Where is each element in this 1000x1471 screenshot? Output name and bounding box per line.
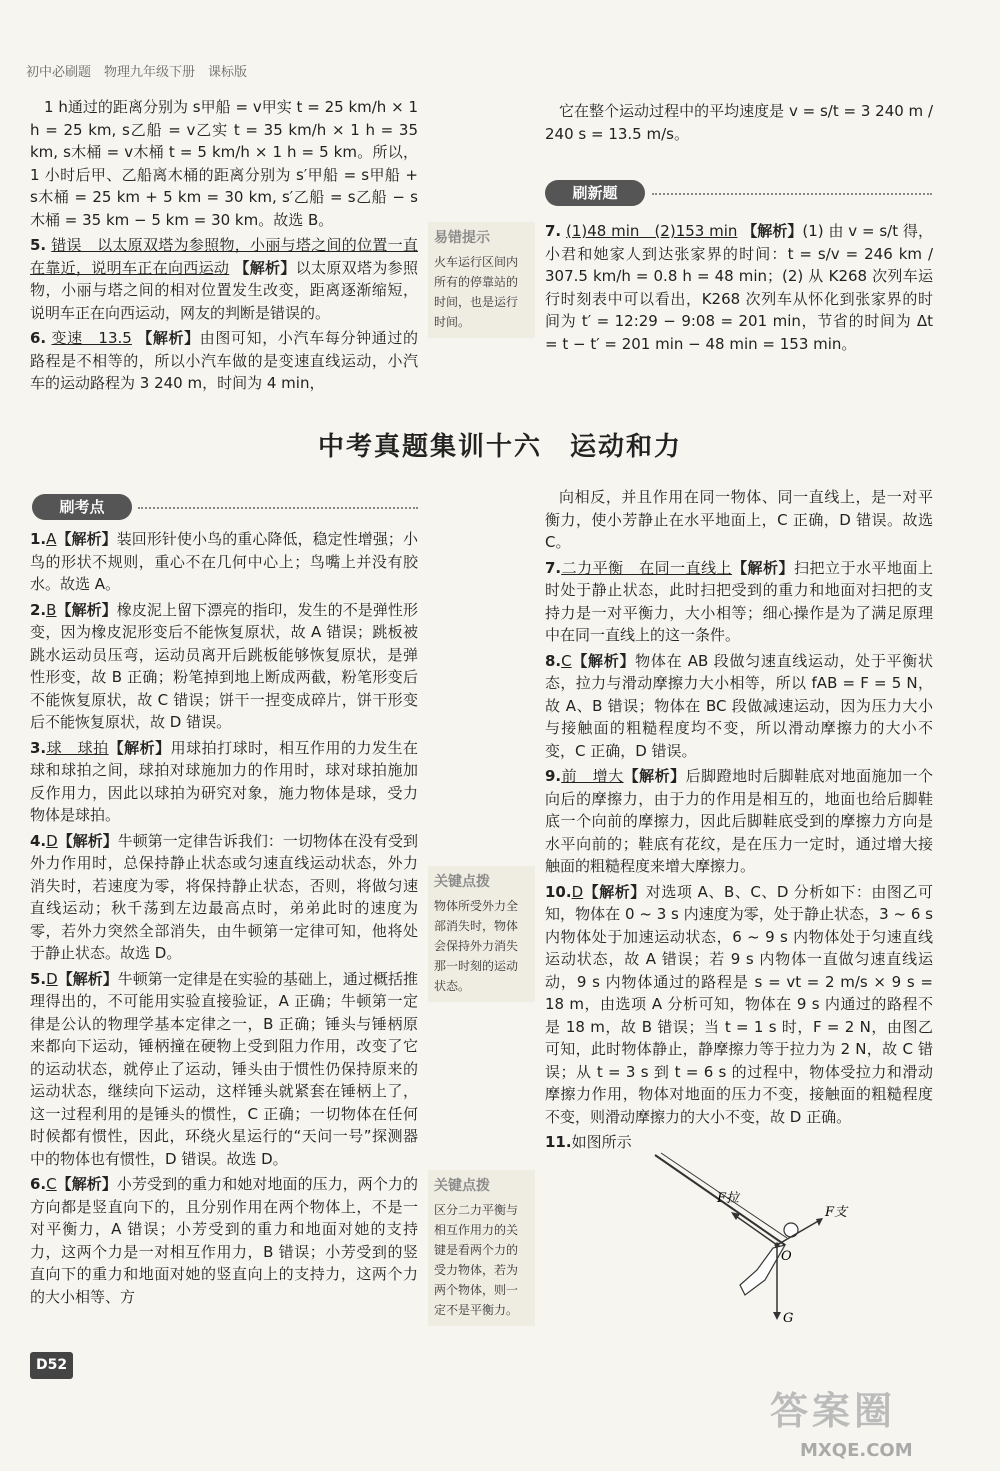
answer-item — [545, 220, 933, 355]
answer-item — [545, 765, 933, 878]
section-title: 中考真题集训十六 运动和力 — [317, 432, 682, 462]
analysis-tag: 【解析】 — [571, 651, 636, 670]
force-diagram — [645, 1150, 865, 1330]
answer-text: D — [571, 882, 584, 901]
analysis-tag: 【解析】 — [57, 831, 118, 850]
label-f-la: F拉 — [717, 1191, 740, 1206]
key-point-text: 物体所受外力全部消失时，物体会保持外力消失那一时刻的运动状态。 — [434, 899, 519, 993]
answer-item — [30, 599, 418, 734]
analysis-text: (1) 由 v = s/t 得，小君和她家人到达张家界的时间：t = s/v = 246 km / 307.5 km/h = 0.8 h = 48 min；(2) 从 K268 次列车运行时刻表中可以看出，K268 次列车从怀化到张家界的时间为 t′ = 12:29 − 9:08 = 201 min，节省的时间为 Δt = t − t′ = 201 min − 48 min = 153 min。 — [545, 222, 933, 353]
analysis-tag: 【解析】 — [234, 258, 296, 277]
page-number: D52 — [30, 1352, 73, 1379]
analysis-tag: 【解析】 — [56, 530, 117, 548]
label-g: G — [783, 1311, 794, 1326]
analysis-tag: 【解析】 — [56, 600, 117, 619]
answer-text: D — [46, 969, 58, 988]
question-number: 8. — [545, 651, 562, 670]
question-number: 6. — [30, 1175, 47, 1193]
tip-text: 火车运行区间内所有的停靠站的时间，也是运行时间。 — [434, 255, 519, 329]
analysis-tag: 【解析】 — [57, 969, 118, 988]
lower-left-column — [30, 528, 418, 1311]
answer-item — [545, 881, 933, 1129]
arrow-f-la — [733, 1214, 777, 1245]
key-point-sidebar — [428, 866, 535, 1002]
analysis-tag: 【解析】 — [583, 882, 646, 901]
question-number: 1. — [30, 530, 47, 548]
answer-text: B — [46, 600, 57, 619]
question-number: 5. — [30, 236, 47, 254]
figure-body — [740, 1245, 785, 1295]
question-number: 7. — [545, 558, 562, 577]
analysis-text: 牛顿第一定律是在实验的基础上，通过概括推理得出的，不可能用实验直接验证，A 正确；牛顿第一定律是公认的物理学基本定律之一，B 正确；锤头与锤柄原来都向下运动，锤柄撞在硬物上受到阻力作用，改变了它的运动状态，就停止了运动，锤头由于惯性仍保持原来的运动状态，继续向下运动，这样锤头就紧套在锤柄上了，这一过程利用的是锤头的惯性，C 正确；一切物体在任何时候都有惯性，因此，环绕火星运行的“天问一号”探测器中的物体也有惯性，D 错误。故选 D。 — [30, 969, 418, 1168]
question-number: 3. — [30, 738, 47, 757]
analysis-text: 牛顿第一定律告诉我们：一切物体在没有受到外力作用时，总保持静止状态或匀速直线运动状态，外力消失时，若速度为零，将保持静止状态，否则，将做匀速直线运动；秋千荡到左边最高点时，弟弟此时的速度为零，若外力突然全部消失，由牛顿第一定律可知，他将处于静止状态。故选 D。 — [30, 831, 418, 962]
analysis-text: 装回形针使小鸟的重心降低，稳定性增强；小鸟的形状不规则，重心不在几何中心上；鸟嘴上并没有胶水。故选 A。 — [30, 530, 418, 593]
label-f-zhi: F支 — [825, 1205, 848, 1220]
arrow-f-zhi — [777, 1220, 820, 1245]
answer-item — [30, 737, 418, 827]
answer-text: 错误 以太原双塔为参照物，小丽与塔之间的位置一直在靠近，说明车正在向西运动 — [30, 236, 418, 277]
answer-text: 变速 13.5 — [51, 329, 132, 347]
analysis-text: 由图可知，小汽车每分钟通过的路程是不相等的，所以小汽车做的是变速直线运动，小汽车的运动路程为 3 240 m，时间为 4 min， — [30, 329, 418, 392]
analysis-tag: 【解析】 — [56, 1175, 117, 1193]
question-number: 9. — [545, 767, 562, 785]
answer-item — [30, 327, 418, 395]
answer-text: C — [561, 651, 572, 670]
key-point-title: 关键点拨 — [434, 874, 490, 890]
analysis-tag: 【解析】 — [108, 738, 171, 757]
answer-text: C — [46, 1175, 57, 1193]
answer-item — [30, 830, 418, 965]
key-point-sidebar — [428, 1170, 535, 1326]
answer-item — [30, 234, 418, 324]
key-point-text: 区分二力平衡与相互作用力的关键是看两个力的受力物体，若为两个物体，则一定不是平衡力。 — [434, 1203, 519, 1317]
lower-right-column — [545, 486, 933, 1157]
point-o — [775, 1243, 780, 1248]
answer-text: 前 增大 — [561, 767, 624, 785]
analysis-tag: 【解析】 — [623, 767, 686, 785]
top-left-column — [30, 96, 418, 398]
q7-block — [545, 220, 933, 358]
analysis-text: 对选项 A、B、C、D 分析如下：由图乙可知，物体在 0 ~ 3 s 内速度为零，处于静止状态，3 ~ 6 s 内物体处于加速运动状态，6 ~ 9 s 内物体处于匀速直线运动状态，故 A 错误；若 9 s 内物体一直做匀速直线运动，9 s 内物体通过的路程是 s = vt = 2 m/s × 9 s = 18 m，由选项 A 分析可知，物体在 9 s 内通过的路程不是 18 m，故 B 错误；当 t = 1 s 时，F = 2 N，由图乙可知，此时物体静止，静摩擦力等于拉力为 2 N，故 C 错误；从 t = 3 s 到 t = 6 s 的过程中，物体受拉力和滑动摩擦力作用，物体对地面的压力不变，接触面的粗糙程度不变，则滑动摩擦力的大小不变，故 D 正确。 — [545, 882, 933, 1126]
analysis-text: 小芳受到的重力和她对地面的压力，两个力的方向都是竖直向下的，且分别作用在两个物体上，不是一对平衡力，A 错误；小芳受到的重力和地面对她的支持力，这两个力是一对相互作用力，B 错误；小芳受到的竖直向下的重力和地面对她的竖直向上的支持力，这两个力的大小相等、方 — [30, 1175, 418, 1306]
analysis-text: 橡皮泥上留下漂亮的指印，发生的不是弹性形变，因为橡皮泥形变后不能恢复原状，故 A 错误；跳板被跳水运动员压弯，运动员离开后跳板能够恢复原状，是弹性形变，故 B 正确；粉笔掉到地上断成两截，粉笔形变后不能恢复原状，故 C 错误；饼干一捏变成碎片，饼干形变后不能恢复原状，故 D 错误。 — [30, 600, 418, 731]
analysis-tag: 【解析】 — [732, 558, 795, 577]
answer-text: (1)48 min (2)153 min — [565, 222, 738, 240]
figure-head — [784, 1223, 798, 1237]
question-number: 7. — [545, 222, 562, 240]
answer-text: 球 球拍 — [46, 738, 109, 757]
answer-item — [30, 528, 418, 596]
answer-text: D — [46, 831, 58, 850]
answer-item — [545, 557, 933, 647]
analysis-text: 用球拍打球时，相互作用的力发生在球和球拍之间，球拍对球施加力的作用时，球对球拍施加反作用力，因此以球拍为研究对象，施力物体是球，受力物体是球拍。 — [30, 738, 418, 824]
badge-divider — [138, 507, 418, 509]
continuation-paragraph: 它在整个运动过程中的平均速度是 v = s/t = 3 240 m / 240 s = 13.5 m/s。 — [545, 102, 933, 143]
key-point-title: 关键点拨 — [434, 1178, 490, 1194]
label-o: O — [781, 1249, 792, 1264]
continuation-paragraph: 1 h通过的距离分别为 s甲船 = v甲实 t = 25 km/h × 1 h = 25 km, s乙船 = v乙实 t = 35 km/h × 1 h = 35 km, s木桶 = v木桶 t = 5 km/h × 1 h = 5 km。所以，1 小时后甲、乙船离木桶的距离分别为 s′甲船 = s甲船 + s木桶 = 25 km + 5 km = 30 km, s′乙船 = s乙船 − s木桶 = 35 km − 5 km = 30 km。故选 B。 — [30, 98, 418, 229]
analysis-text: 扫把立于水平地面上时处于静止状态，此时扫把受到的重力和地面对扫把的支持力是一对平衡力，大小相等；细心操作是为了满足原理中在同一直线上的这一条件。 — [545, 558, 933, 644]
answer-item — [545, 650, 933, 763]
question-number: 2. — [30, 600, 47, 619]
badge-divider — [652, 193, 932, 195]
answer-item — [30, 1173, 418, 1308]
watermark-url: MXQE.COM — [800, 1440, 913, 1461]
answer-text: A — [46, 530, 57, 548]
question-number: 11. — [545, 1133, 572, 1151]
analysis-tag: 【解析】 — [742, 222, 803, 240]
top-right-column — [545, 100, 933, 148]
answer-text: 二力平衡 在同一直线上 — [561, 558, 733, 577]
continuation-paragraph: 向相反，并且作用在同一物体、同一直线上，是一对平衡力，使小芳静止在水平地面上，C 正确，D 错误。故选 C。 — [545, 488, 933, 551]
analysis-text: 物体在 AB 段做匀速直线运动，处于平衡状态，拉力与滑动摩擦力大小相等，所以 fAB = F = 5 N，故 A、B 错误；物体在 BC 段做减速运动，因为压力大小与接触面的粗糙程度均不变，所以滑动摩擦力的大小不变，C 正确，D 错误。 — [545, 651, 933, 760]
arrow-g-head — [773, 1312, 781, 1320]
analysis-text: 后脚蹬地时后脚鞋底对地面施加一个向后的摩擦力，由于力的作用是相互的，地面也给后脚鞋底一个向前的摩擦力，因此后脚鞋底受到的摩擦力方向是水平向前的；鞋底有花纹，是在压力一定时，通过增大接触面的粗糙程度来增大摩擦力。 — [545, 767, 933, 875]
tip-title: 易错提示 — [434, 230, 490, 246]
analysis-tag: 【解析】 — [137, 329, 200, 347]
running-head: 初中必刷题 物理九年级下册 课标版 — [26, 65, 248, 80]
answer-note: 如图所示 — [571, 1133, 632, 1151]
question-number: 5. — [30, 969, 47, 988]
watermark-logo: 答案圈 — [770, 1389, 897, 1433]
badge-new-questions: 刷新题 — [545, 180, 645, 206]
question-number: 6. — [30, 329, 47, 347]
question-number: 4. — [30, 831, 47, 850]
analysis-text: 以太原双塔为参照物，小丽与塔之间的相对位置发生改变，距离逐渐缩短，说明车正在向西运动，网友的判断是错误的。 — [30, 258, 418, 322]
question-number: 10. — [545, 882, 572, 901]
badge-key-points: 刷考点 — [32, 494, 132, 520]
answer-item — [30, 968, 418, 1171]
tip-sidebar — [428, 222, 535, 338]
